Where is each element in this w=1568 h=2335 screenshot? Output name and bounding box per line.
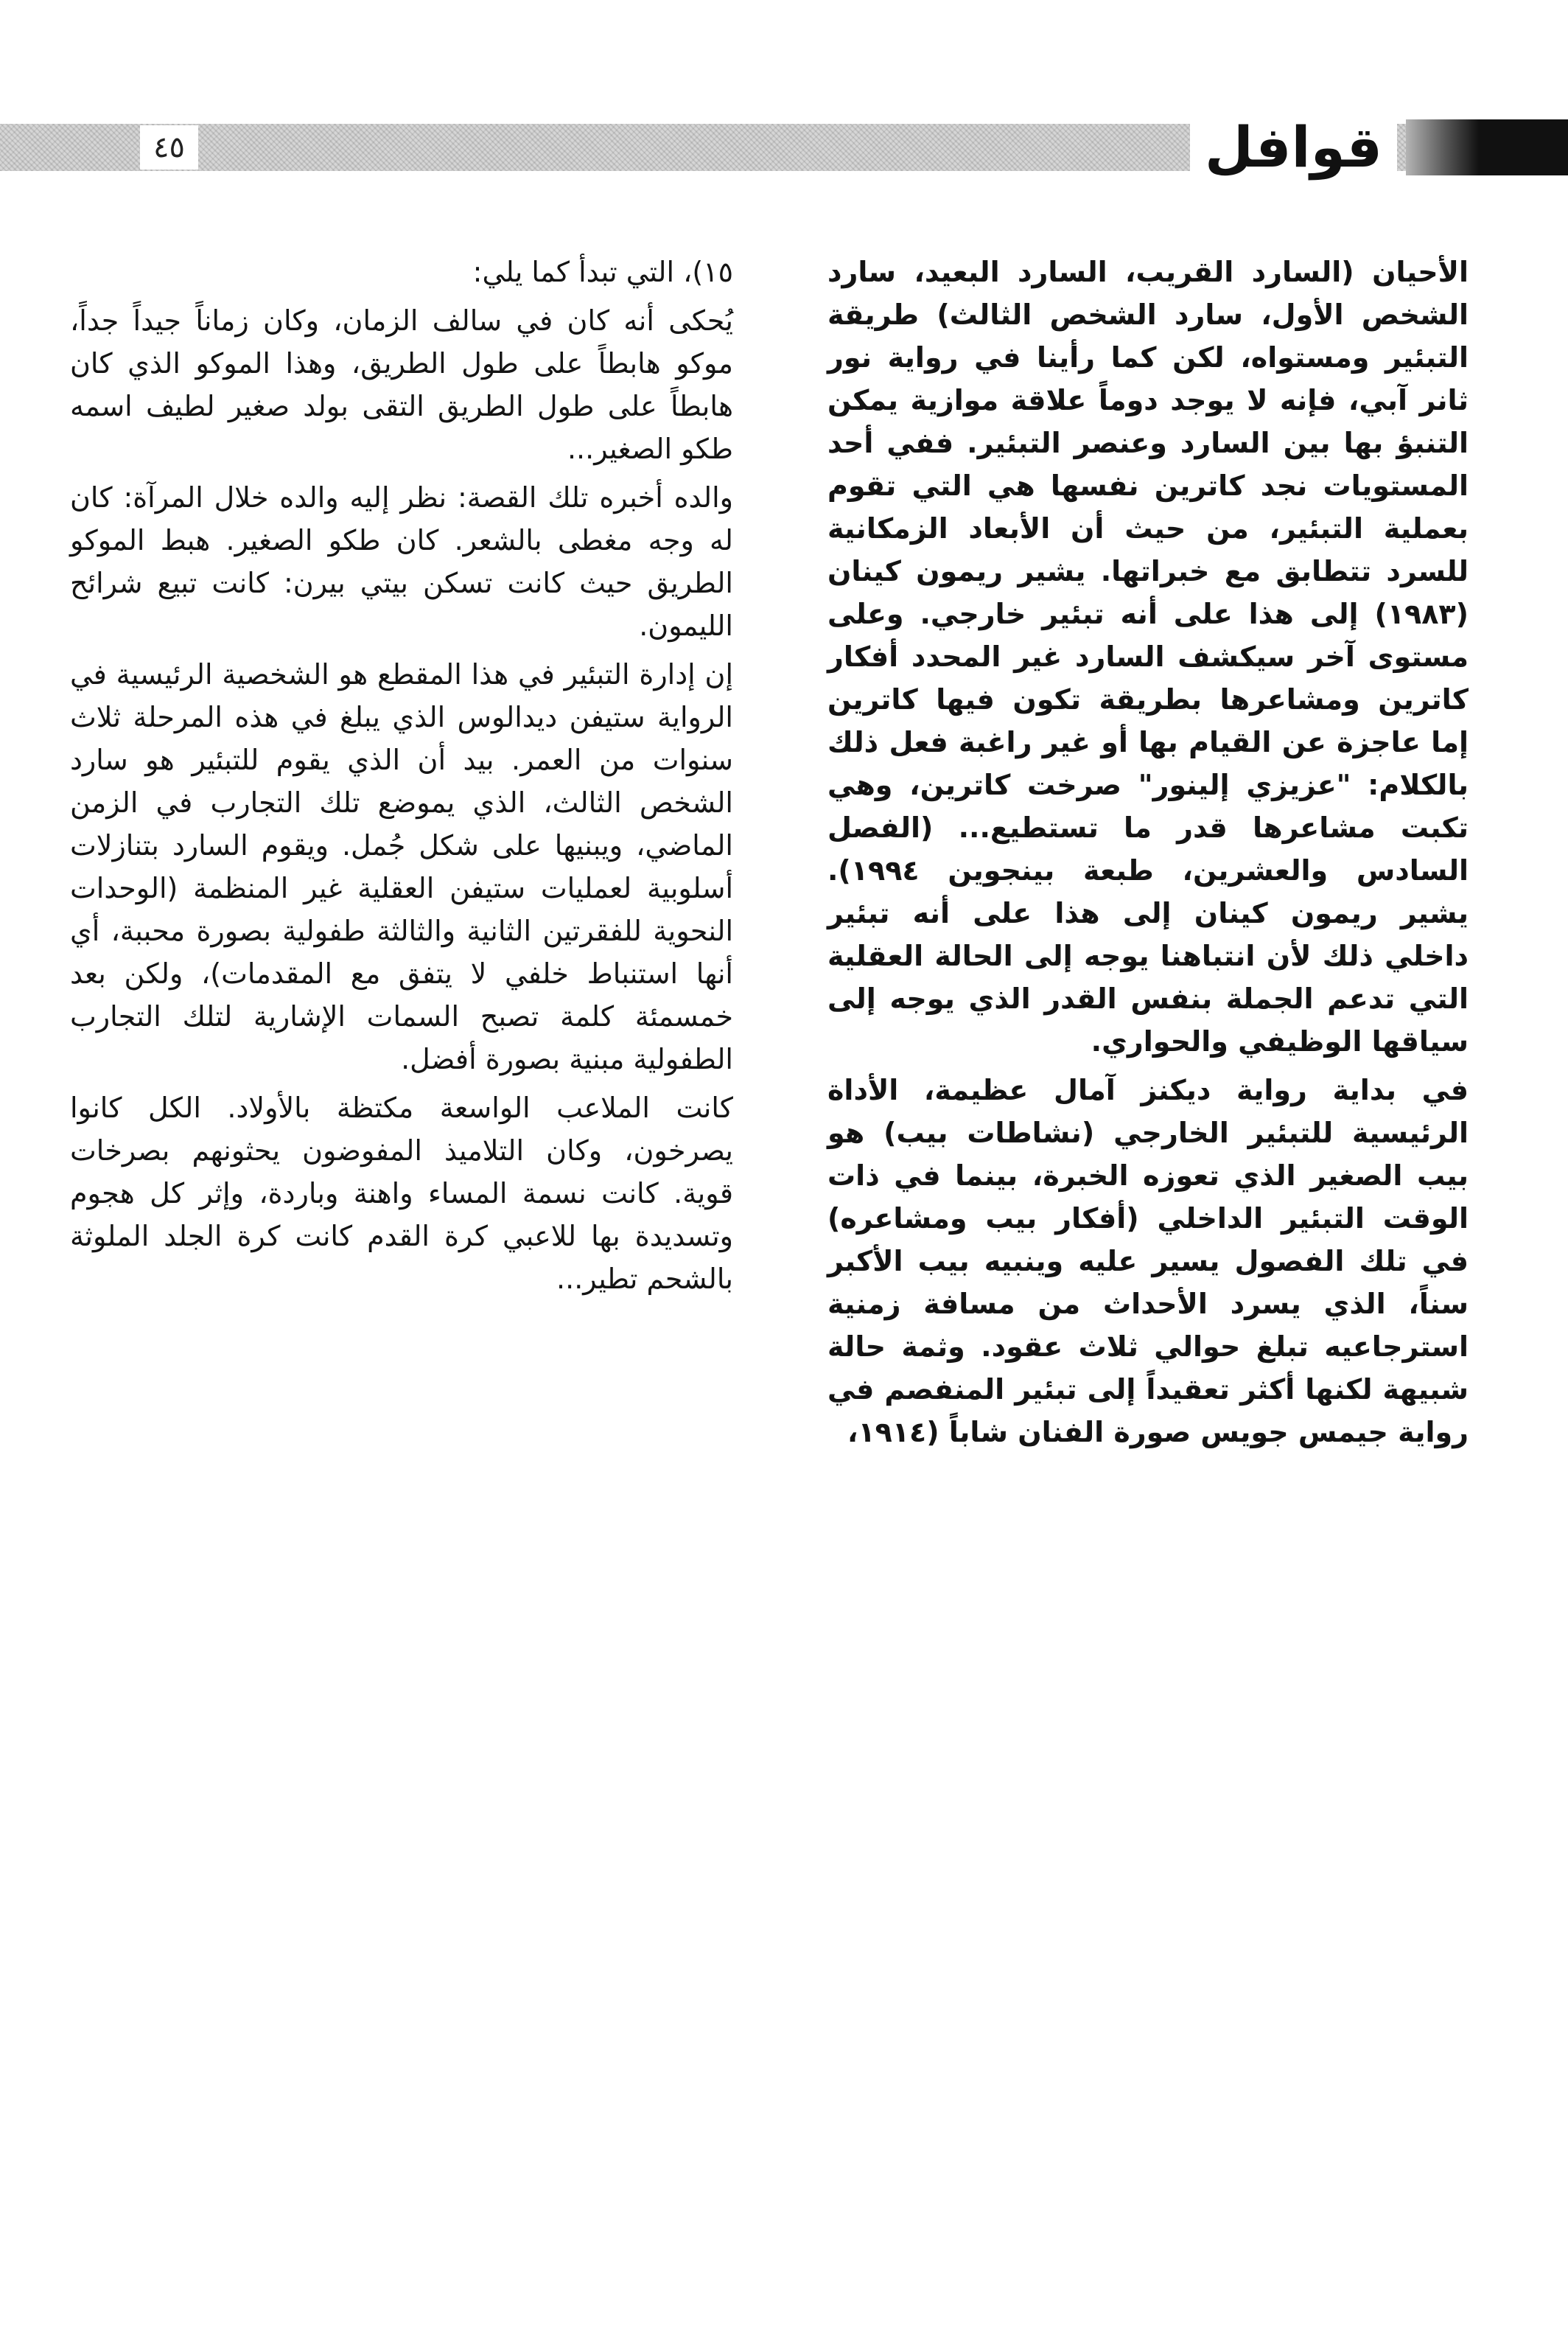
magazine-title: قوافل — [1190, 111, 1397, 184]
left-paragraph-2: يُحكى أنه كان في سالف الزمان، وكان زماناً جيداً جداً، موكو هابطاً على طول الطريق، وهذا الموكو الذي كان هابطاً على طول الطريق التقى بولد صغير لطيف اسمه طكو الصغير... — [70, 304, 733, 465]
right-paragraph-1: الأحيان (السارد القريب، السارد البعيد، سارد الشخص الأول، سارد الشخص الثالث) طريقة التبئير ومستواه، لكن كما رأينا في رواية نور ثانر آبي، فإنه لا يوجد دوماً علاقة موازية يمكن التنبؤ بها بين السارد وعنصر التبئير. ففي أحد المستويات نجد كاترين نفسها هي التي تقوم بعملية التبئير، من حيث أن الأبعاد الزمكانية للسرد تتطابق مع خبراتها. يشير ريمون كينان (١٩٨٣) إلى هذا على أنه تبئير خارجي. وعلى مستوى آخر سيكشف السارد غير المحدد أفكار كاترين ومشاعرها بطريقة تكون فيها كاترين إما عاجزة عن القيام بها أو غير راغبة فعل ذلك بالكلام: "عزيزي إلينور" صرخت كاترين، وهي تكبت مشاعرها قدر ما تستطيع... (الفصل السادس والعشرين، طبعة بينجوين ١٩٩٤). يشير ريمون كينان إلى هذا على أنه تبئير داخلي ذلك لأن انتباهنا يوجه إلى الحالة العقلية التي تدعم الجملة بنفس القدر الذي يوجه إلى سياقها الوظيفي والحواري. — [827, 256, 1469, 1058]
right-paragraph-2: في بداية رواية ديكنز آمال عظيمة، الأداة الرئيسية للتبئير الخارجي (نشاطات بيب) هو بيب الصغير الذي تعوزه الخبرة، بينما في ذات الوقت التبئير الداخلي (أفكار بيب ومشاعره) في تلك الفصول يسير عليه وينبيه بيب الأكبر سناً، الذي يسرد الأحداث من مسافة زمنية استرجاعيه تبلغ حوالي ثلاث عقود. وثمة حالة شبيهة لكنها أكثر تعقيداً إلى تبئير المنفصم في رواية جيمس جويس صورة الفنان شاباً (١٩١٤، — [827, 1074, 1469, 1448]
page-number: ٤٥ — [140, 125, 198, 170]
left-paragraph-1: ١٥)، التي تبدأ كما يلي: — [472, 256, 733, 288]
left-column — [70, 251, 733, 1306]
left-paragraph-4: إن إدارة التبئير في هذا المقطع هو الشخصية الرئيسية في الرواية ستيفن ديدالوس الذي يبلغ في هذه المرحلة ثلاث سنوات من العمر. بيد أن الذي يقوم للتبئير هو سارد الشخص الثالث، الذي يموضع تلك التجارب في الزمن الماضي، ويبنيها على شكل جُمل. ويقوم السارد بتنازلات أسلوبية لعمليات ستيفن العقلية غير المنظمة (الوحدات النحوية للفقرتين الثانية والثالثة طفولية بصورة محببة، أي أنها استنباط خلفي لا يتفق مع المقدمات)، ولكن بعد خمسمئة كلمة تصبح السمات الإشارية لتلك التجارب الطفولية مبنية بصورة أفضل. — [70, 658, 733, 1075]
left-paragraph-5: كانت الملاعب الواسعة مكتظة بالأولاد. الكل كانوا يصرخون، وكان التلاميذ المفوضون يحثونهم بصرخات قوية. كانت نسمة المساء واهنة وباردة، وإثر كل هجوم وتسديدة بها للاعبي كرة القدم كانت كرة الجلد الملوثة بالشحم تطير... — [70, 1092, 733, 1295]
page-header — [0, 111, 1568, 199]
right-column — [827, 251, 1469, 1459]
left-paragraph-3: والده أخبره تلك القصة: نظر إليه والده خلال المرآة: كان له وجه مغطى بالشعر. كان طكو الصغير. هبط الموكو الطريق حيث كانت تسكن بيتي بيرن: كانت تبيع شرائح الليمون. — [70, 481, 733, 642]
header-black-block — [1406, 119, 1568, 175]
